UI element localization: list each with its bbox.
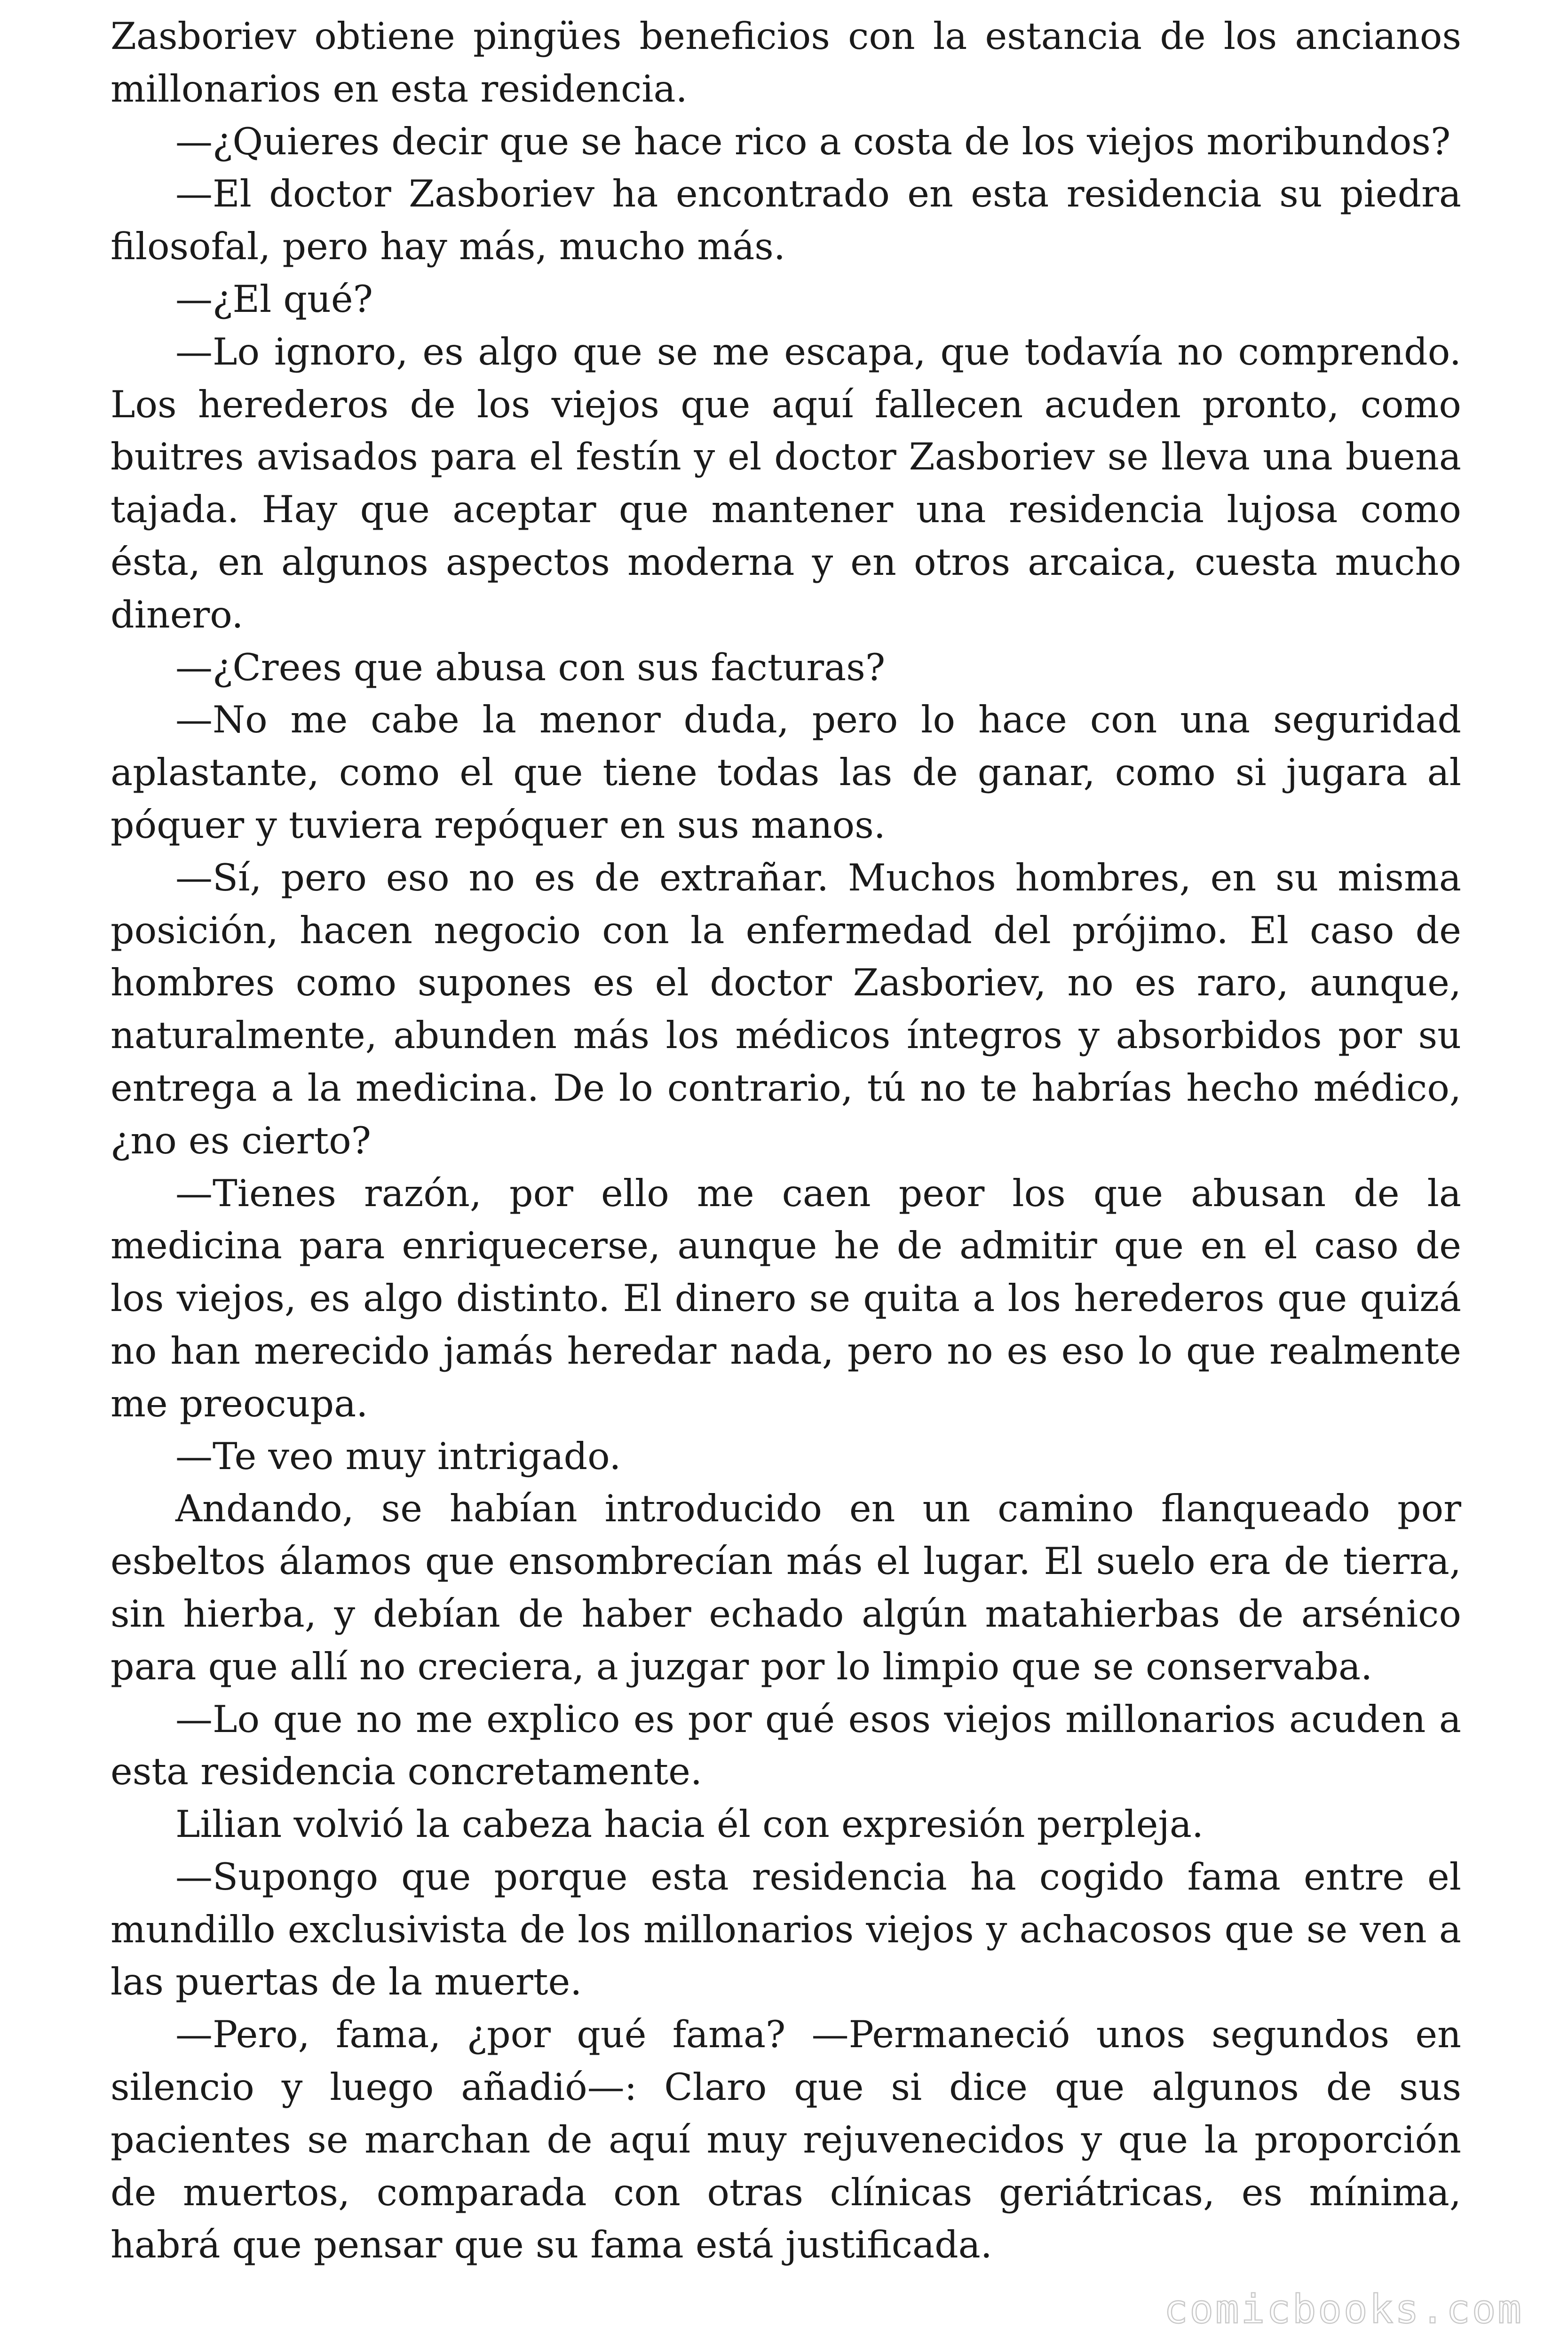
page-body	[111, 10, 1461, 2272]
paragraph: —¿Crees que abusa con sus facturas?	[175, 645, 886, 689]
paragraph: —Tienes razón, por ello me caen peor los que abusan de la medicina para enriquecerse, aunque he de admitir que en el caso de los viejos, es algo distinto. El dinero se quita a los herederos que quizá no han merecido jamás heredar nada, pero no es eso lo que realmente me preocupa.	[111, 1171, 1461, 1425]
paragraph: —Lo ignoro, es algo que se me escapa, que todavía no comprendo. Los herederos de los viejos que aquí fallecen acuden pronto, como buitres avisados para el festín y el doctor Zasboriev se lleva una buena tajada. Hay que aceptar que mantener una residencia lujosa como ésta, en algunos aspectos moderna y en otros arcaica, cuesta mucho dinero.	[111, 330, 1461, 636]
paragraph: —Lo que no me explico es por qué esos viejos millonarios acuden a esta residencia concretamente.	[111, 1697, 1461, 1794]
paragraph: —Supongo que porque esta residencia ha cogido fama entre el mundillo exclusivista de los millonarios viejos y achacosos que se ven a las puertas de la muerte.	[111, 1855, 1461, 2004]
paragraph: —El doctor Zasboriev ha encontrado en esta residencia su piedra filosofal, pero hay más, mucho más.	[111, 172, 1461, 269]
paragraph: —Pero, fama, ¿por qué fama? —Permaneció unos segundos en silencio y luego añadió—: Claro que si dice que algunos de sus pacientes se marchan de aquí muy rejuvenecidos y que la proporción de muertos, comparada con otras clínicas geriátricas, es mínima, habrá que pensar que su fama está justificada.	[111, 2013, 1461, 2267]
paragraph: —¿Quieres decir que se hace rico a costa de los viejos moribundos?	[175, 119, 1451, 163]
paragraph: —Te veo muy intrigado.	[175, 1434, 621, 1478]
paragraph: —¿El qué?	[175, 277, 373, 321]
paragraph: —No me cabe la menor duda, pero lo hace con una seguridad aplastante, como el que tiene todas las de ganar, como si jugara al póquer y tuviera repóquer en sus manos.	[111, 698, 1461, 847]
paragraph: Zasboriev obtiene pingües beneficios con la estancia de los ancianos millonarios en esta residencia.	[111, 15, 1461, 111]
paragraph: —Sí, pero eso no es de extrañar. Muchos hombres, en su misma posición, hacen negocio con la enfermedad del prójimo. El caso de hombres como supones es el doctor Zasboriev, no es raro, aunque, naturalmente, abunden más los médicos íntegros y absorbidos por su entrega a la medicina. De lo contrario, tú no te habrías hecho médico, ¿no es cierto?	[111, 856, 1461, 1162]
watermark: comicbooks.com	[1164, 2286, 1523, 2332]
paragraph: Lilian volvió la cabeza hacia él con expresión perpleja.	[175, 1803, 1204, 1846]
paragraph: Andando, se habían introducido en un camino flanqueado por esbeltos álamos que ensombrecían más el lugar. El suelo era de tierra, sin hierba, y debían de haber echado algún matahierbas de arsénico para que allí no creciera, a juzgar por lo limpio que se conservaba.	[111, 1487, 1461, 1688]
